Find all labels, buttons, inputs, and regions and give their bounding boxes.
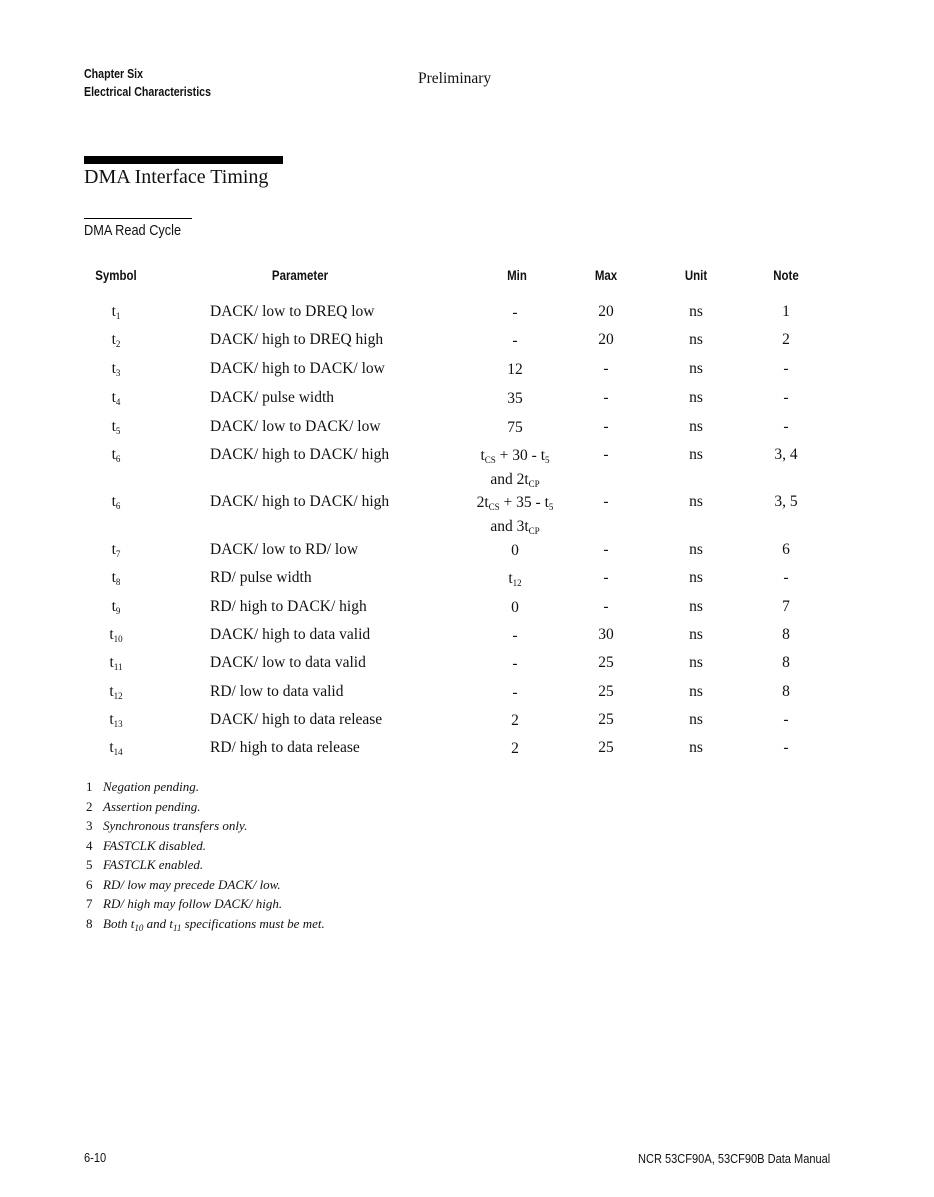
- min-line-1: $t_{CS} + 30 - t_5$: [480, 447, 550, 465]
- header-note: Note: [773, 268, 799, 283]
- cell-note: -: [783, 739, 789, 756]
- cell-unit: ns: [689, 331, 703, 348]
- cell-unit: ns: [689, 626, 703, 643]
- footnote-text: FASTCLK disabled.: [103, 837, 207, 853]
- table-row: [0, 331, 934, 359]
- cell-symbol: $t_6$: [111, 446, 121, 464]
- cell-note: 8: [782, 626, 790, 643]
- footnote-number: 6: [86, 876, 93, 892]
- header-min: Min: [507, 268, 527, 283]
- cell-note: -: [783, 389, 789, 406]
- cell-max: 25: [598, 654, 614, 671]
- chapter-title: Chapter Six: [84, 67, 144, 81]
- cell-min: 75: [507, 419, 523, 436]
- cell-max: 20: [598, 331, 614, 348]
- min-line-2: and $2t_{CP}$: [490, 471, 540, 489]
- cell-min: -: [512, 304, 518, 321]
- cell-unit: ns: [689, 360, 703, 377]
- cell-note: -: [783, 569, 789, 586]
- preliminary-label: Preliminary: [418, 70, 492, 87]
- cell-min: [455, 493, 575, 541]
- cell-unit: ns: [689, 711, 703, 728]
- header-max: Max: [594, 268, 618, 283]
- section-rule: [84, 156, 283, 164]
- cell-parameter: DACK/ high to data valid: [210, 626, 371, 643]
- cell-parameter: DACK/ low to DACK/ low: [210, 418, 381, 435]
- cell-note: 2: [782, 331, 790, 348]
- cell-max: -: [603, 569, 609, 586]
- footnote-text: Both $t_{10}$ and $t_{11}$ specifications must be met.: [103, 915, 325, 933]
- cell-unit: ns: [689, 683, 703, 700]
- cell-symbol: $t_6$: [111, 493, 121, 511]
- cell-note: 3, 5: [774, 493, 798, 510]
- cell-max: -: [603, 418, 609, 435]
- footnote: [86, 816, 325, 836]
- cell-symbol: $t_1$: [111, 303, 121, 321]
- footnote-text: Assertion pending.: [103, 798, 201, 814]
- cell-symbol: $t_5$: [111, 418, 121, 436]
- cell-min: 0: [511, 542, 519, 559]
- cell-note: -: [783, 418, 789, 435]
- table-row: [0, 711, 934, 739]
- footnotes: [86, 777, 325, 938]
- table-row: [0, 418, 934, 446]
- footnote-number: 4: [86, 837, 93, 853]
- footnote-number: 1: [86, 779, 93, 794]
- cell-symbol: $t_{13}$: [109, 711, 123, 729]
- footnote: [86, 797, 325, 817]
- cell-max: -: [603, 541, 609, 558]
- cell-symbol: $t_{10}$: [109, 626, 123, 644]
- footnote-number: 3: [86, 818, 93, 833]
- document-title: NCR 53CF90A, 53CF90B Data Manual: [638, 1151, 831, 1166]
- cell-parameter: DACK/ high to DACK/ low: [210, 360, 385, 377]
- table-row: [0, 598, 934, 626]
- footnote: [86, 894, 325, 914]
- cell-max: -: [603, 493, 609, 510]
- cell-max: 25: [598, 739, 614, 756]
- cell-parameter: DACK/ high to data release: [210, 711, 383, 728]
- cell-note: -: [783, 360, 789, 377]
- footnote-text: Synchronous transfers only.: [103, 818, 248, 833]
- cell-note: 3, 4: [774, 446, 798, 463]
- cell-parameter: DACK/ pulse width: [210, 389, 334, 406]
- cell-parameter: DACK/ high to DREQ high: [210, 331, 384, 348]
- cell-unit: ns: [689, 418, 703, 435]
- cell-parameter: RD/ low to data valid: [210, 683, 344, 700]
- cell-unit: ns: [689, 541, 703, 558]
- cell-parameter: RD/ high to DACK/ high: [210, 598, 367, 615]
- cell-min: -: [512, 684, 518, 701]
- cell-symbol: $t_4$: [111, 389, 121, 407]
- cell-unit: ns: [689, 569, 703, 586]
- table-row: [0, 739, 934, 767]
- cell-max: 25: [598, 683, 614, 700]
- cell-max: -: [603, 598, 609, 615]
- cell-min: -: [512, 627, 518, 644]
- cell-max: 30: [598, 626, 614, 643]
- table-row: [0, 493, 934, 536]
- cell-parameter: DACK/ high to DACK/ high: [210, 493, 390, 510]
- footnote-text: FASTCLK enabled.: [103, 857, 204, 872]
- footnote-text: Negation pending.: [103, 779, 200, 794]
- footnote: [86, 875, 325, 895]
- min-line-2: and $3t_{CP}$: [490, 518, 540, 536]
- cell-max: -: [603, 389, 609, 406]
- table-row: [0, 360, 934, 388]
- cell-min: 12: [507, 361, 523, 378]
- footnote-number: 7: [86, 896, 93, 911]
- cell-unit: ns: [689, 303, 703, 320]
- cell-note: -: [783, 711, 789, 728]
- footnote-number: 8: [86, 915, 93, 931]
- cell-unit: ns: [689, 654, 703, 671]
- table-row: [0, 626, 934, 654]
- cell-parameter: DACK/ low to DREQ low: [210, 303, 375, 320]
- chapter-section: Electrical Characteristics: [84, 85, 211, 99]
- cell-unit: ns: [689, 446, 703, 463]
- cell-note: 6: [782, 541, 790, 558]
- cell-min: [455, 446, 575, 494]
- cell-max: -: [603, 360, 609, 377]
- cell-min: 0: [511, 599, 519, 616]
- page-number: 6-10: [84, 1150, 107, 1165]
- cell-parameter: DACK/ low to RD/ low: [210, 541, 359, 558]
- cell-unit: ns: [689, 389, 703, 406]
- min-line-1: $2t_{CS} + 35 - t_5$: [476, 494, 554, 512]
- cell-unit: ns: [689, 598, 703, 615]
- footnote: [86, 777, 325, 797]
- cell-note: 7: [782, 598, 790, 615]
- footnote: [86, 836, 325, 856]
- cell-symbol: $t_8$: [111, 569, 121, 587]
- cell-parameter: RD/ pulse width: [210, 569, 312, 586]
- cell-symbol: $t_{12}$: [109, 683, 123, 701]
- cell-note: 1: [782, 303, 790, 320]
- page-title: DMA Interface Timing: [84, 166, 269, 188]
- cell-min: -: [512, 655, 518, 672]
- cell-parameter: DACK/ high to DACK/ high: [210, 446, 390, 463]
- cell-symbol: $t_9$: [111, 598, 121, 616]
- subsection-title: DMA Read Cycle: [84, 222, 182, 239]
- table-row: [0, 389, 934, 417]
- cell-symbol: $t_7$: [111, 541, 121, 559]
- cell-max: -: [603, 446, 609, 463]
- cell-unit: ns: [689, 493, 703, 510]
- footnote-text: RD/ low may precede DACK/ low.: [103, 876, 281, 892]
- cell-min: 2: [511, 740, 519, 757]
- footnote-number: 2: [86, 798, 93, 814]
- chapter-header: [84, 65, 211, 101]
- footnote-text: RD/ high may follow DACK/ high.: [103, 896, 283, 911]
- cell-min: 35: [507, 390, 523, 407]
- header-parameter: Parameter: [271, 268, 329, 283]
- cell-note: 8: [782, 654, 790, 671]
- footnote: [86, 855, 325, 875]
- table-row: [0, 683, 934, 711]
- table-row: [0, 303, 934, 331]
- cell-min: 2: [511, 712, 519, 729]
- cell-parameter: RD/ high to data release: [210, 739, 360, 756]
- table-row: [0, 446, 934, 489]
- cell-symbol: $t_{11}$: [109, 654, 123, 672]
- cell-symbol: $t_{14}$: [109, 739, 123, 757]
- table-row: [0, 569, 934, 597]
- cell-note: 8: [782, 683, 790, 700]
- header-unit: Unit: [684, 268, 708, 283]
- cell-max: 25: [598, 711, 614, 728]
- footnote-number: 5: [86, 857, 93, 872]
- cell-unit: ns: [689, 739, 703, 756]
- table-row: [0, 541, 934, 569]
- cell-max: 20: [598, 303, 614, 320]
- cell-min: $t_{12}$: [508, 570, 522, 588]
- table-row: [0, 654, 934, 682]
- cell-min: -: [512, 332, 518, 349]
- footnote: [86, 914, 325, 939]
- cell-symbol: $t_3$: [111, 360, 121, 378]
- cell-symbol: $t_2$: [111, 331, 121, 349]
- subsection-rule: [84, 218, 192, 219]
- cell-parameter: DACK/ low to data valid: [210, 654, 366, 671]
- header-symbol: Symbol: [95, 268, 137, 283]
